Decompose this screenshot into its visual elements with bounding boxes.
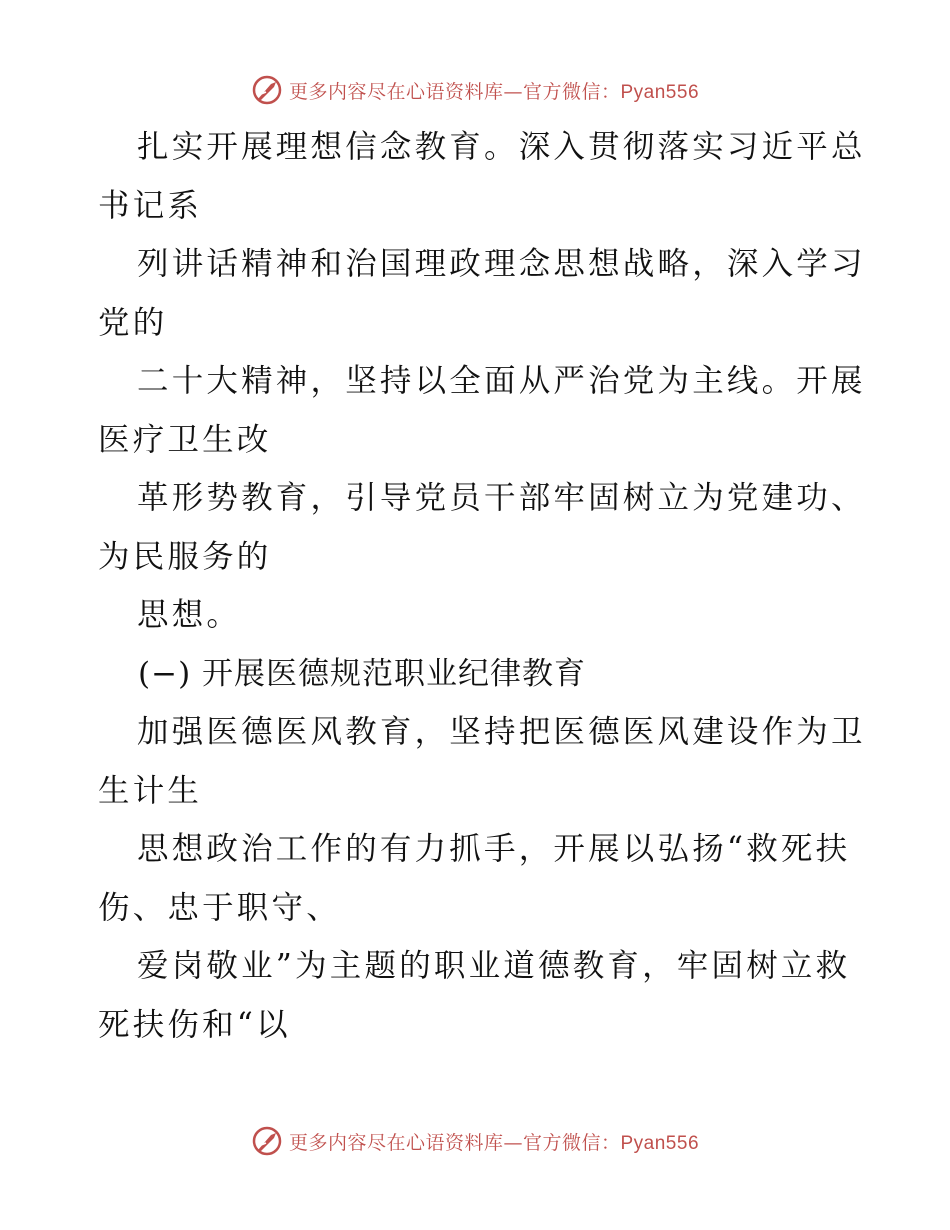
body-line: 生计生 — [98, 772, 203, 809]
footer-banner — [0, 1121, 950, 1161]
body-line: 爱岗敬业”为主题的职业道德教育，牢固树立救 — [137, 948, 851, 984]
body-line: 扎实开展理想信念教育。深入贯彻落实习近平总 — [137, 129, 866, 165]
document-body — [98, 118, 866, 1054]
body-line: 死扶伤和“以 — [98, 1006, 291, 1043]
footer-banner-text: 更多内容尽在心语资料库—官方微信：Pyan556 — [288, 1131, 700, 1154]
header-banner — [0, 70, 950, 110]
section-heading: (−) 开展医德规范职业纪律教育 — [138, 655, 587, 692]
header-wechat-id: Pyan556 — [620, 81, 700, 103]
body-line: 二十大精神，坚持以全面从严治党为主线。开展 — [137, 363, 866, 399]
quill-logo-icon — [251, 74, 283, 106]
body-line: 为民服务的 — [98, 538, 272, 575]
footer-wechat-id: Pyan556 — [620, 1132, 700, 1154]
body-line: 伤、忠于职守、 — [98, 889, 341, 926]
body-line: 革形势教育，引导党员干部牢固树立为党建功、 — [137, 480, 866, 516]
body-line: 党的 — [98, 304, 168, 341]
body-line: 列讲话精神和治国理政理念思想战略，深入学习 — [137, 246, 866, 282]
body-line: 思想。 — [137, 597, 242, 633]
body-line: 医疗卫生改 — [98, 421, 272, 458]
body-line: 书记系 — [98, 187, 203, 224]
quill-logo-icon — [251, 1125, 283, 1157]
header-banner-text: 更多内容尽在心语资料库—官方微信：Pyan556 — [288, 80, 700, 103]
body-line: 思想政治工作的有力抓手，开展以弘扬“救死扶 — [137, 831, 851, 867]
body-line: 加强医德医风教育，坚持把医德医风建设作为卫 — [137, 714, 866, 750]
